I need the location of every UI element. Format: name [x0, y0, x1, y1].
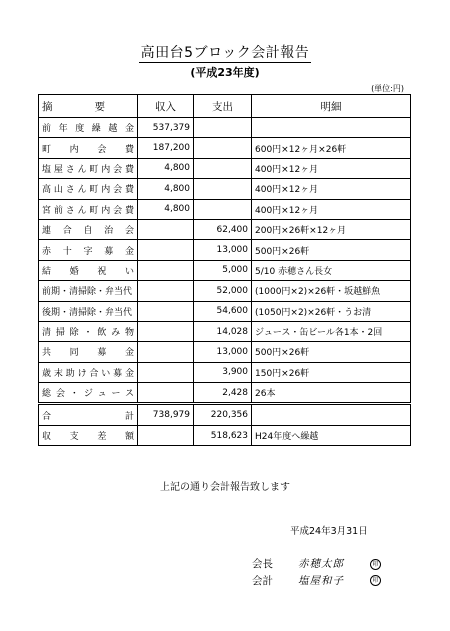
row-income [138, 219, 194, 239]
table-row [39, 199, 411, 219]
seal-stamp-icon: 印 [370, 575, 381, 586]
fiscal-year-subtitle: (平成23年度) [190, 66, 260, 79]
table-body [39, 118, 411, 404]
table-row [39, 138, 411, 158]
row-income [138, 383, 194, 404]
balance-row [39, 425, 411, 445]
row-detail: 5/10 赤穂さん長女 [252, 260, 411, 280]
table-row [39, 281, 411, 301]
row-income [138, 342, 194, 362]
total-income: 738,979 [138, 404, 194, 425]
row-detail: 26本 [252, 383, 411, 404]
row-detail: 400円×12ヶ月 [252, 179, 411, 199]
accounting-table [38, 94, 411, 446]
total-label: 合 計 [39, 404, 138, 425]
row-detail: 400円×12ヶ月 [252, 158, 411, 178]
report-title: 高田台5ブロック会計報告 [140, 45, 310, 61]
row-expense: 52,000 [194, 281, 252, 301]
balance-detail: H24年度へ繰越 [252, 425, 411, 445]
row-detail: (1050円×2)×26軒・うお清 [252, 301, 411, 321]
table-row [39, 240, 411, 260]
row-item: 歳末助け合い募金 [39, 362, 138, 382]
total-detail [252, 404, 411, 425]
row-expense: 54,600 [194, 301, 252, 321]
row-expense: 13,000 [194, 240, 252, 260]
signature-name: 塩屋和子 [298, 575, 344, 587]
row-expense [194, 158, 252, 178]
row-item: 高山さん町内会費 [39, 179, 138, 199]
row-detail: 500円×26軒 [252, 342, 411, 362]
row-item: 総会・ジュース [39, 383, 138, 404]
row-expense: 2,428 [194, 383, 252, 404]
row-detail: (1000円×2)×26軒・坂越鮮魚 [252, 281, 411, 301]
table-row [39, 219, 411, 239]
row-expense [194, 199, 252, 219]
row-detail: 400円×12ヶ月 [252, 199, 411, 219]
signature-name: 赤穂太郎 [298, 558, 344, 570]
table-row [39, 158, 411, 178]
row-detail: ジュース・缶ビール各1本・2回 [252, 321, 411, 341]
table-row [39, 383, 411, 404]
header-detail: 明細 [252, 95, 411, 118]
report-statement: 上記の通り会計報告致します [160, 482, 290, 493]
balance-income [138, 425, 194, 445]
row-income [138, 301, 194, 321]
row-detail: 600円×12ヶ月×26軒 [252, 138, 411, 158]
seal-stamp-icon: 印 [370, 559, 381, 570]
row-income: 4,800 [138, 158, 194, 178]
table-row [39, 321, 411, 341]
row-expense: 14,028 [194, 321, 252, 341]
row-income: 537,379 [138, 118, 194, 138]
unit-label: (単位:円) [371, 84, 404, 93]
row-expense [194, 118, 252, 138]
row-income: 187,200 [138, 138, 194, 158]
table-row [39, 260, 411, 280]
total-expense: 220,356 [194, 404, 252, 425]
table-row [39, 179, 411, 199]
row-item: 連合自治会 [39, 219, 138, 239]
row-item: 町内会費 [39, 138, 138, 158]
signature-role: 会計 [252, 575, 273, 587]
row-detail: 500円×26軒 [252, 240, 411, 260]
row-item: 前年度繰越金 [39, 118, 138, 138]
row-expense [194, 138, 252, 158]
row-item: 結婚祝い [39, 260, 138, 280]
row-income [138, 240, 194, 260]
table-row [39, 342, 411, 362]
row-expense: 62,400 [194, 219, 252, 239]
row-income: 4,800 [138, 199, 194, 219]
row-income: 4,800 [138, 179, 194, 199]
row-expense: 5,000 [194, 260, 252, 280]
header-expense: 支出 [194, 95, 252, 118]
row-income [138, 321, 194, 341]
table-row [39, 118, 411, 138]
row-item: 共同募金 [39, 342, 138, 362]
total-row [39, 404, 411, 425]
row-detail [252, 118, 411, 138]
signature-chairman [252, 556, 344, 571]
row-expense: 13,000 [194, 342, 252, 362]
row-income [138, 362, 194, 382]
row-expense: 3,900 [194, 362, 252, 382]
table-row [39, 301, 411, 321]
balance-expense: 518,623 [194, 425, 252, 445]
row-item: 塩屋さん町内会費 [39, 158, 138, 178]
signature-treasurer [252, 573, 344, 588]
report-date: 平成24年3月31日 [290, 526, 368, 537]
row-income [138, 281, 194, 301]
row-detail: 200円×26軒×12ヶ月 [252, 219, 411, 239]
header-income: 収入 [138, 95, 194, 118]
row-expense [194, 179, 252, 199]
row-item: 清掃除・飲み物 [39, 321, 138, 341]
row-income [138, 260, 194, 280]
table-header-row [39, 95, 411, 118]
row-item: 後期・清掃除・弁当代 [39, 301, 138, 321]
signature-role: 会長 [252, 558, 273, 570]
table-row [39, 362, 411, 382]
row-detail: 150円×26軒 [252, 362, 411, 382]
header-item: 摘 要 [39, 95, 138, 118]
row-item: 赤十字募金 [39, 240, 138, 260]
row-item: 前期・清掃除・弁当代 [39, 281, 138, 301]
balance-label: 収 支 差 額 [39, 425, 138, 445]
row-item: 宮前さん町内会費 [39, 199, 138, 219]
